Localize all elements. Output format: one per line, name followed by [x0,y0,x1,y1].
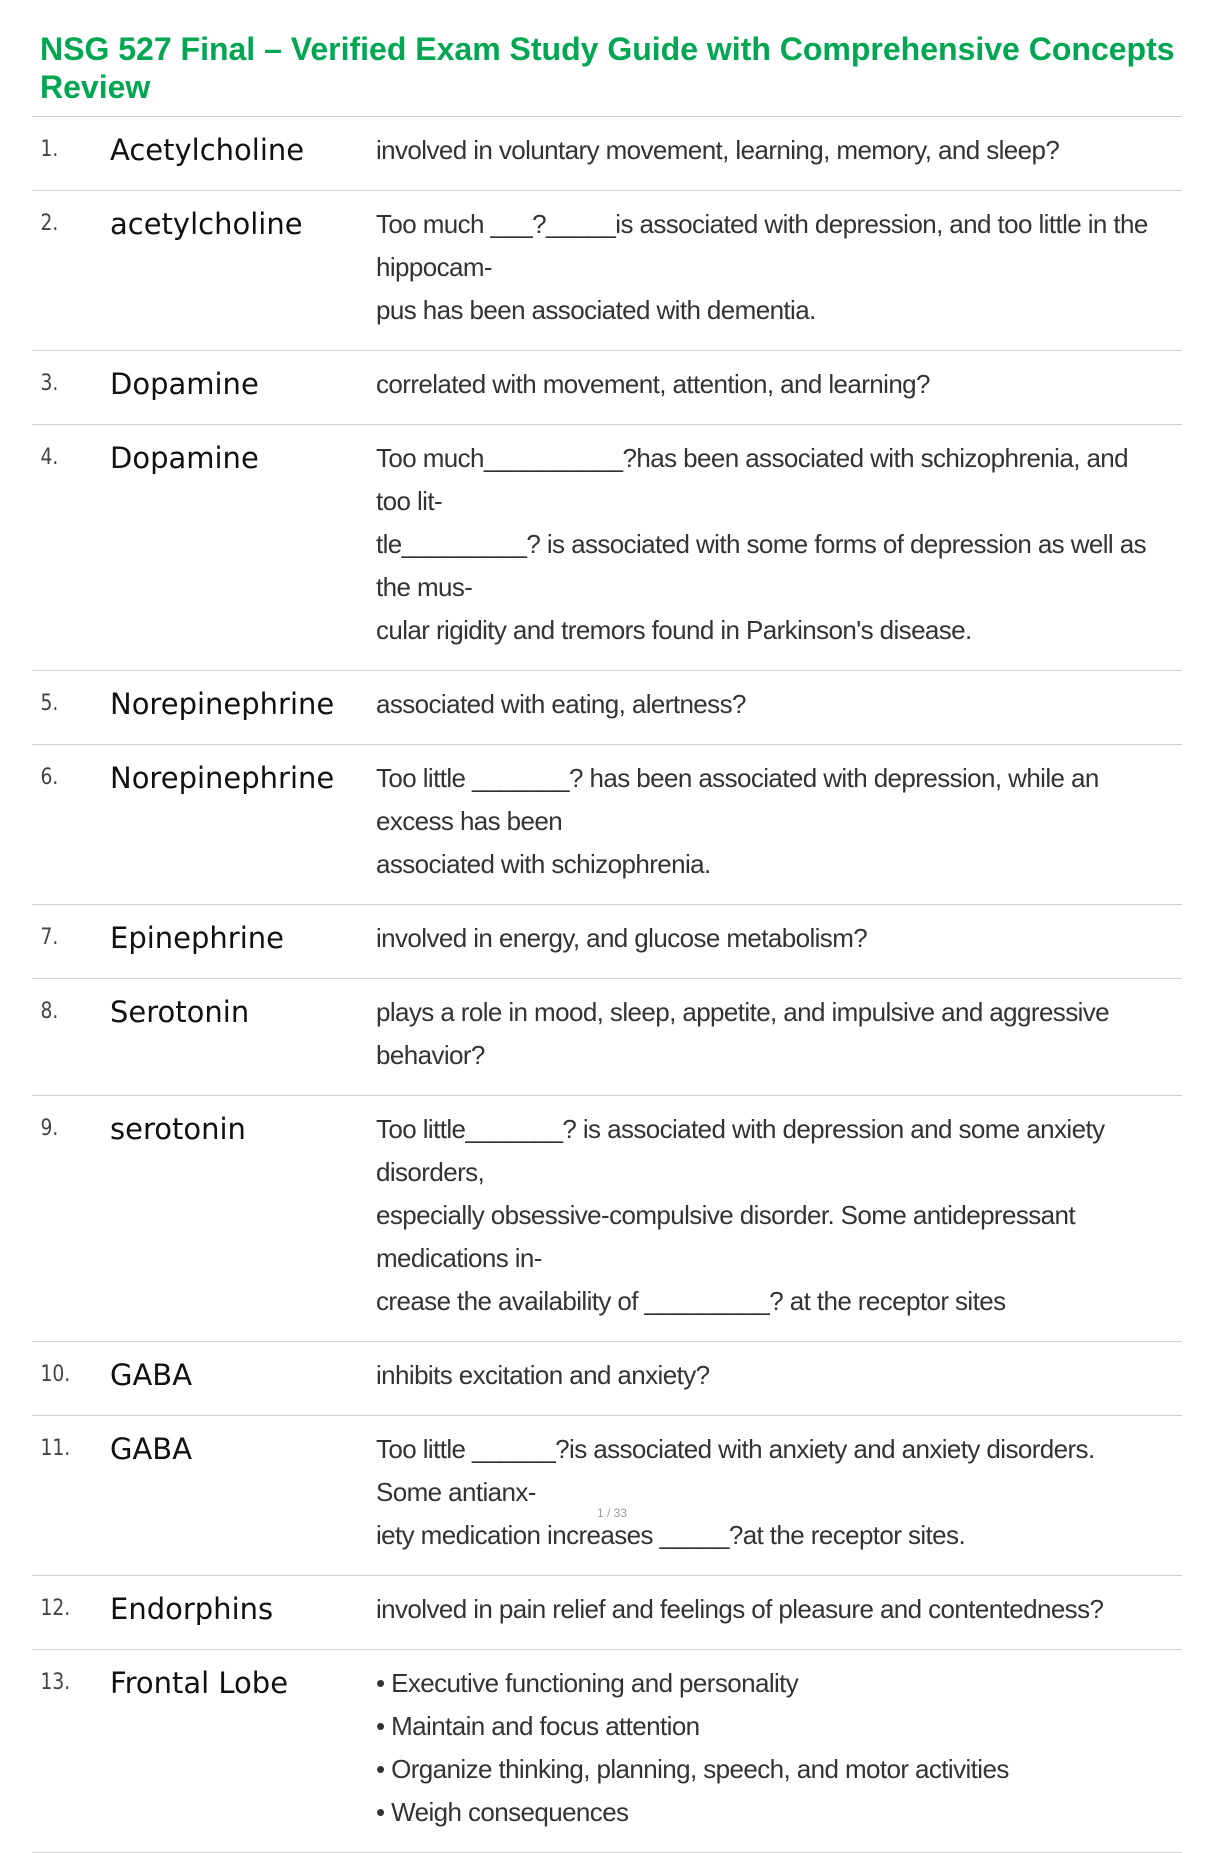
row-number: 6. [40,765,59,790]
definition-line: • Weigh consequences [376,1797,629,1827]
row-definition [376,1662,1182,1834]
table-row [32,671,1182,745]
row-term: acetylcholine [110,207,303,241]
row-term: Norepinephrine [110,761,335,795]
row-number: 7. [40,925,59,950]
row-term: Dopamine [110,367,259,401]
definition-line: • Maintain and focus attention [376,1711,700,1741]
row-number: 12. [40,1596,71,1621]
definition-line: Too much__________?has been associated with schizophrenia, and too lit- [376,443,1129,516]
row-definition [376,1354,1182,1397]
row-term: Acetylcholine [110,133,305,167]
table-row [32,425,1182,671]
page-title: NSG 527 Final – Verified Exam Study Guide with Comprehensive Concepts Review [40,31,1175,105]
row-number: 4. [40,445,59,470]
definition-line: Too much ___?_____is associated with depression, and too little in the hippocam- [376,209,1148,282]
table-row [32,1416,1182,1576]
table-row [32,1342,1182,1416]
definition-line: Too little_______? is associated with depression and some anxiety disorders, [376,1114,1105,1187]
row-term: Dopamine [110,441,259,475]
row-number: 1. [40,137,59,162]
row-term: Epinephrine [110,921,284,955]
row-number: 11. [40,1436,71,1461]
table-row [32,979,1182,1096]
row-number: 13. [40,1670,71,1695]
table-row [32,1096,1182,1342]
row-definition [376,1588,1182,1631]
row-term: GABA [110,1432,193,1466]
row-term: Norepinephrine [110,687,335,721]
definition-line: involved in energy, and glucose metabolism? [376,923,868,953]
row-definition [376,1108,1182,1323]
definition-line: inhibits excitation and anxiety? [376,1360,710,1390]
table-row [32,351,1182,425]
definition-line: involved in pain relief and feelings of pleasure and contentedness? [376,1594,1104,1624]
definition-line: pus has been associated with dementia. [376,295,816,325]
row-definition [376,917,1182,960]
definition-line: plays a role in mood, sleep, appetite, and impulsive and aggressive behavior? [376,997,1110,1070]
row-definition [376,203,1182,332]
definition-line: • Organize thinking, planning, speech, and motor activities [376,1754,1009,1784]
table-row [32,905,1182,979]
definition-line: iety medication increases _____?at the receptor sites. [376,1520,966,1550]
row-number: 5. [40,691,59,716]
table-row [32,745,1182,905]
definition-line: involved in voluntary movement, learning, memory, and sleep? [376,135,1060,165]
row-term: Endorphins [110,1592,274,1626]
definition-line: • Executive functioning and personality [376,1668,799,1698]
row-definition [376,437,1182,652]
table-row [32,117,1182,191]
table-row [32,1650,1182,1853]
definition-line: Too little _______? has been associated with depression, while an excess has been [376,763,1099,836]
row-number: 2. [40,211,59,236]
row-number: 9. [40,1116,59,1141]
row-definition [376,363,1182,406]
row-term: Serotonin [110,995,250,1029]
study-table [32,116,1182,1853]
definition-line: tle_________? is associated with some forms of depression as well as the mus- [376,529,1146,602]
row-number: 8. [40,999,59,1024]
row-definition [376,129,1182,172]
definition-line: associated with schizophrenia. [376,849,711,879]
table-row [32,191,1182,351]
row-definition [376,1428,1182,1557]
row-definition [376,683,1182,726]
definition-line: especially obsessive-compulsive disorder. Some antidepressant medications in- [376,1200,1075,1273]
row-term: GABA [110,1358,193,1392]
table-row [32,1576,1182,1650]
definition-line: correlated with movement, attention, and learning? [376,369,930,399]
page-number: 1 / 33 [596,1506,628,1520]
definition-line: cular rigidity and tremors found in Parkinson's disease. [376,615,972,645]
definition-line: crease the availability of _________? at the receptor sites [376,1286,1006,1316]
definition-line: associated with eating, alertness? [376,689,746,719]
row-definition [376,757,1182,886]
definition-line: Too little ______?is associated with anxiety and anxiety disorders. Some antianx- [376,1434,1095,1507]
row-term: serotonin [110,1112,246,1146]
row-number: 10. [40,1362,71,1387]
row-definition [376,991,1182,1077]
row-number: 3. [40,371,59,396]
row-term: Frontal Lobe [110,1666,289,1700]
